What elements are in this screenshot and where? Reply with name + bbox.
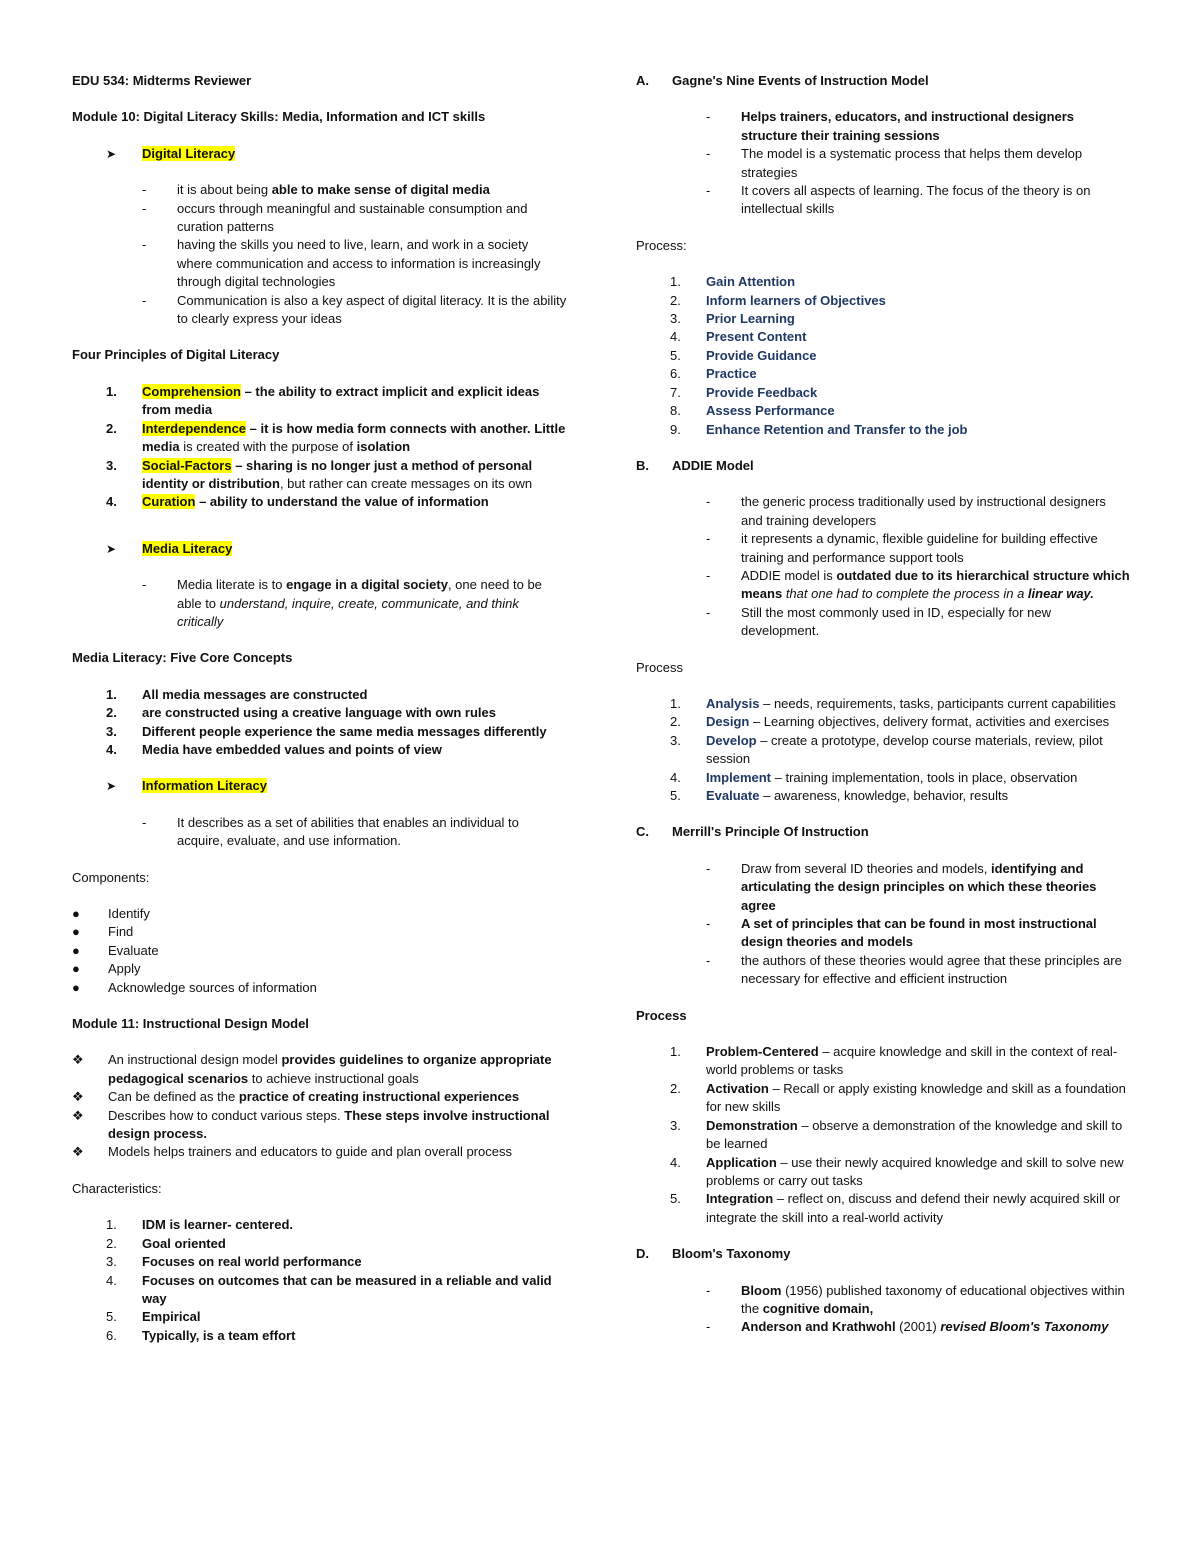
- list-item: 2. Goal oriented: [106, 1235, 226, 1251]
- five-core-heading: Media Literacy: Five Core Concepts: [72, 650, 293, 666]
- list-item: - The model is a systematic process that helps them develop strategies: [706, 146, 1083, 180]
- list-item: - occurs through meaningful and sustainable consumption and curation patterns: [142, 200, 528, 235]
- list-item: 9. Enhance Retention and Transfer to the job: [670, 421, 968, 437]
- list-item: 2. Activation – Recall or apply existing knowledge and skill as a foundation for new skills: [670, 1080, 1126, 1115]
- media-literacy-heading: ➤ Media Literacy: [72, 540, 567, 558]
- list-item: - the authors of these theories would agree that these principles are necessary for effective and efficient instruction: [706, 952, 1122, 987]
- list-item: - It describes as a set of abilities that enables an individual to acquire, evaluate, and use information.: [142, 814, 519, 849]
- list-item: - Bloom (1956) published taxonomy of educational objectives within the cognitive domain,: [706, 1282, 1125, 1316]
- list-item: 7. Provide Feedback: [670, 384, 818, 400]
- list-item: ❖ Can be defined as the practice of creating instructional experiences: [72, 1088, 567, 1106]
- list-item: - Helps trainers, educators, and instructional designers structure their training sessions: [706, 109, 1075, 143]
- gagne-heading: A. Gagne's Nine Events of Instruction Model: [636, 73, 929, 88]
- list-item: - Anderson and Krathwohl (2001) revised Bloom's Taxonomy: [706, 1319, 1109, 1335]
- list-item: - Draw from several ID theories and models, identifying and articulating the design principles on which these theories agree: [706, 860, 1097, 913]
- list-item: ● Evaluate: [72, 942, 159, 958]
- list-item: 1. IDM is learner- centered.: [106, 1217, 293, 1233]
- list-item: 3. Demonstration – observe a demonstration of the knowledge and skill to be learned: [670, 1117, 1123, 1152]
- document-title: EDU 534: Midterms Reviewer: [72, 73, 252, 88]
- list-item: 4. Curation – ability to understand the value of information: [106, 494, 489, 510]
- diamond-bullet-icon: ❖: [72, 1144, 84, 1160]
- process-label: Process:: [636, 237, 687, 253]
- list-item: - it represents a dynamic, flexible guideline for building effective training and performance support tools: [706, 531, 1098, 565]
- list-item: 2. Design – Learning objectives, delivery format, activities and exercises: [670, 714, 1110, 730]
- module10-title: Module 10: Digital Literacy Skills: Media, Information and ICT skills: [72, 109, 486, 125]
- diamond-bullet-icon: ❖: [72, 1052, 84, 1068]
- addie-heading: B. ADDIE Model: [636, 457, 754, 473]
- list-item: - the generic process traditionally used by instructional designers and training developers: [706, 494, 1106, 528]
- list-item: 3. Develop – create a prototype, develop course materials, review, pilot session: [670, 732, 1103, 767]
- list-item: ❖ An instructional design model provides guidelines to organize appropriate pedagogical scenarios to achieve instructional goals: [72, 1052, 552, 1086]
- merrill-heading: C. Merrill's Principle Of Instruction: [636, 824, 869, 840]
- bloom-heading: D. Bloom's Taxonomy: [636, 1246, 791, 1262]
- list-item: 4. Focuses on outcomes that can be measured in a reliable and valid way: [106, 1272, 552, 1306]
- list-item: 5. Empirical: [106, 1309, 201, 1325]
- list-item: 4. Application – use their newly acquired knowledge and skill to solve new problems or carry out tasks: [670, 1154, 1124, 1188]
- list-item: ● Acknowledge sources of information: [72, 979, 317, 995]
- right-column: [636, 72, 1131, 1337]
- list-item: 3. Prior Learning: [670, 311, 795, 327]
- process-label: Process: [636, 1007, 687, 1023]
- list-item: 3. Different people experience the same media messages differently: [106, 723, 547, 739]
- module11-title: Module 11: Instructional Design Model: [72, 1016, 309, 1032]
- diamond-bullet-icon: ❖: [72, 1089, 84, 1105]
- list-item: 5. Provide Guidance: [670, 347, 817, 363]
- information-literacy-heading: ➤ Information Literacy: [72, 777, 567, 795]
- components-heading: Components:: [72, 869, 150, 885]
- list-item: 6. Typically, is a team effort: [106, 1327, 296, 1343]
- list-item: - having the skills you need to live, learn, and work in a society where communication and access to information is increasingly through digital technologies: [142, 237, 541, 290]
- list-item: - ADDIE model is outdated due to its hierarchical structure which means that one had to complete the process in a linear way.: [706, 567, 1130, 602]
- list-item: 1. Analysis – needs, requirements, tasks, participants current capabilities: [670, 695, 1116, 711]
- list-item: 1. Problem-Centered – acquire knowledge and skill in the context of real-world problems or tasks: [670, 1044, 1118, 1078]
- left-column: [72, 72, 567, 1345]
- process-label: Process: [636, 659, 683, 675]
- list-item: 2. are constructed using a creative language with own rules: [106, 705, 496, 721]
- digital-literacy-heading: ➤ Digital Literacy: [72, 145, 567, 163]
- arrow-bullet-icon: ➤: [106, 541, 117, 556]
- list-item: - Still the most commonly used in ID, especially for new development.: [706, 604, 1051, 639]
- list-item: ● Identify: [72, 906, 150, 921]
- list-item: ❖ Models helps trainers and educators to guide and plan overall process: [72, 1143, 567, 1161]
- list-item: 4. Media have embedded values and points of view: [106, 741, 442, 757]
- list-item: 2. Interdependence – it is how media form connects with another. Little media is created with the purpose of isolation: [106, 420, 566, 455]
- list-item: ❖ Describes how to conduct various steps. These steps involve instructional design process.: [72, 1107, 550, 1142]
- list-item: 1. Comprehension – the ability to extract implicit and explicit ideas from media: [106, 383, 540, 418]
- list-item: 2. Inform learners of Objectives: [670, 292, 886, 308]
- list-item: - Media literate is to engage in a digital society, one need to be able to understand, inquire, create, communicate, and think critically: [142, 577, 542, 629]
- list-item: 4. Present Content: [670, 329, 807, 345]
- list-item: - Communication is also a key aspect of digital literacy. It is the ability to clearly express your ideas: [142, 292, 567, 327]
- list-item: - it is about being able to make sense of digital media: [142, 182, 490, 198]
- list-item: 3. Social-Factors – sharing is no longer just a method of personal identity or distribution, but rather can create messages on its own: [106, 457, 533, 491]
- diamond-bullet-icon: ❖: [72, 1107, 84, 1123]
- list-item: - A set of principles that can be found in most instructional design theories and models: [706, 916, 1097, 950]
- list-item: ● Find: [72, 924, 134, 940]
- list-item: 5. Integration – reflect on, discuss and defend their newly acquired skill or integrate the skill into a real-world activity: [670, 1191, 1121, 1225]
- list-item: 1. All media messages are constructed: [106, 686, 368, 702]
- arrow-bullet-icon: ➤: [106, 146, 117, 161]
- characteristics-heading: Characteristics:: [72, 1180, 162, 1196]
- list-item: 8. Assess Performance: [670, 403, 835, 419]
- list-item: 5. Evaluate – awareness, knowledge, behavior, results: [670, 788, 1009, 803]
- arrow-bullet-icon: ➤: [106, 779, 117, 794]
- list-item: ● Apply: [72, 961, 141, 977]
- list-item: - It covers all aspects of learning. The focus of the theory is on intellectual skills: [706, 183, 1091, 217]
- list-item: 1. Gain Attention: [670, 274, 796, 290]
- list-item: 4. Implement – training implementation, tools in place, observation: [670, 769, 1078, 785]
- list-item: 6. Practice: [670, 366, 757, 382]
- list-item: 3. Focuses on real world performance: [106, 1254, 362, 1270]
- four-principles-heading: Four Principles of Digital Literacy: [72, 347, 280, 363]
